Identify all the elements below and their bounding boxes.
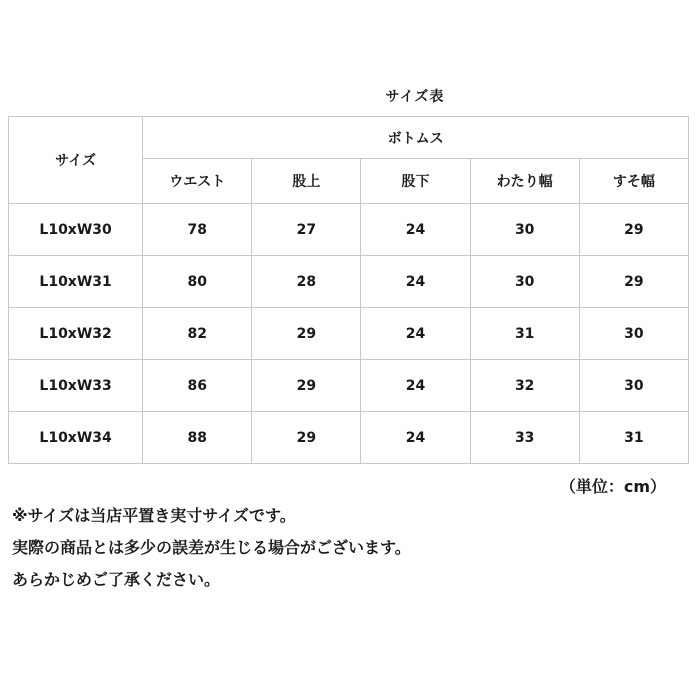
size-column-header: サイズ	[9, 117, 143, 204]
note-acknowledge: あらかじめご了承ください。	[12, 570, 221, 589]
table-row	[9, 204, 689, 256]
notes-list	[12, 506, 411, 602]
table-cell: 30	[470, 256, 579, 308]
table-cell: 32	[470, 360, 579, 412]
table-cell: 86	[143, 360, 252, 412]
column-header-rise: 股上	[252, 159, 361, 204]
table-cell: 88	[143, 412, 252, 464]
size-label: L10xW33	[9, 360, 143, 412]
note-measurement: ※サイズは当店平置き実寸サイズです。	[12, 506, 296, 525]
table-cell: 82	[143, 308, 252, 360]
table-cell: 24	[361, 204, 470, 256]
column-header-hem: すそ幅	[579, 159, 688, 204]
column-header-inseam: 股下	[361, 159, 470, 204]
page-title: サイズ表	[385, 89, 445, 105]
table-cell: 30	[579, 360, 688, 412]
table-row	[9, 360, 689, 412]
table-cell: 24	[361, 256, 470, 308]
table-cell: 31	[470, 308, 579, 360]
size-label: L10xW34	[9, 412, 143, 464]
size-label: L10xW31	[9, 256, 143, 308]
table-cell: 29	[252, 360, 361, 412]
table-cell: 30	[579, 308, 688, 360]
note-variance: 実際の商品とは多少の誤差が生じる場合がございます。	[12, 538, 411, 557]
table-cell: 29	[579, 204, 688, 256]
table-cell: 24	[361, 308, 470, 360]
table-row	[9, 308, 689, 360]
table-cell: 29	[579, 256, 688, 308]
unit-label: （単位：cm）	[559, 477, 666, 496]
table-cell: 33	[470, 412, 579, 464]
table-row	[9, 256, 689, 308]
table-cell: 28	[252, 256, 361, 308]
table-cell: 78	[143, 204, 252, 256]
column-header-waist: ウエスト	[143, 159, 252, 204]
table-cell: 29	[252, 412, 361, 464]
table-row	[9, 412, 689, 464]
table-cell: 29	[252, 308, 361, 360]
size-table	[8, 116, 689, 464]
column-header-thigh: わたり幅	[470, 159, 579, 204]
table-cell: 24	[361, 360, 470, 412]
table-cell: 27	[252, 204, 361, 256]
table-cell: 30	[470, 204, 579, 256]
size-label: L10xW32	[9, 308, 143, 360]
table-cell: 31	[579, 412, 688, 464]
table-cell: 80	[143, 256, 252, 308]
group-header-bottoms: ボトムス	[143, 117, 689, 159]
table-header-row	[9, 117, 689, 159]
size-label: L10xW30	[9, 204, 143, 256]
table-cell: 24	[361, 412, 470, 464]
